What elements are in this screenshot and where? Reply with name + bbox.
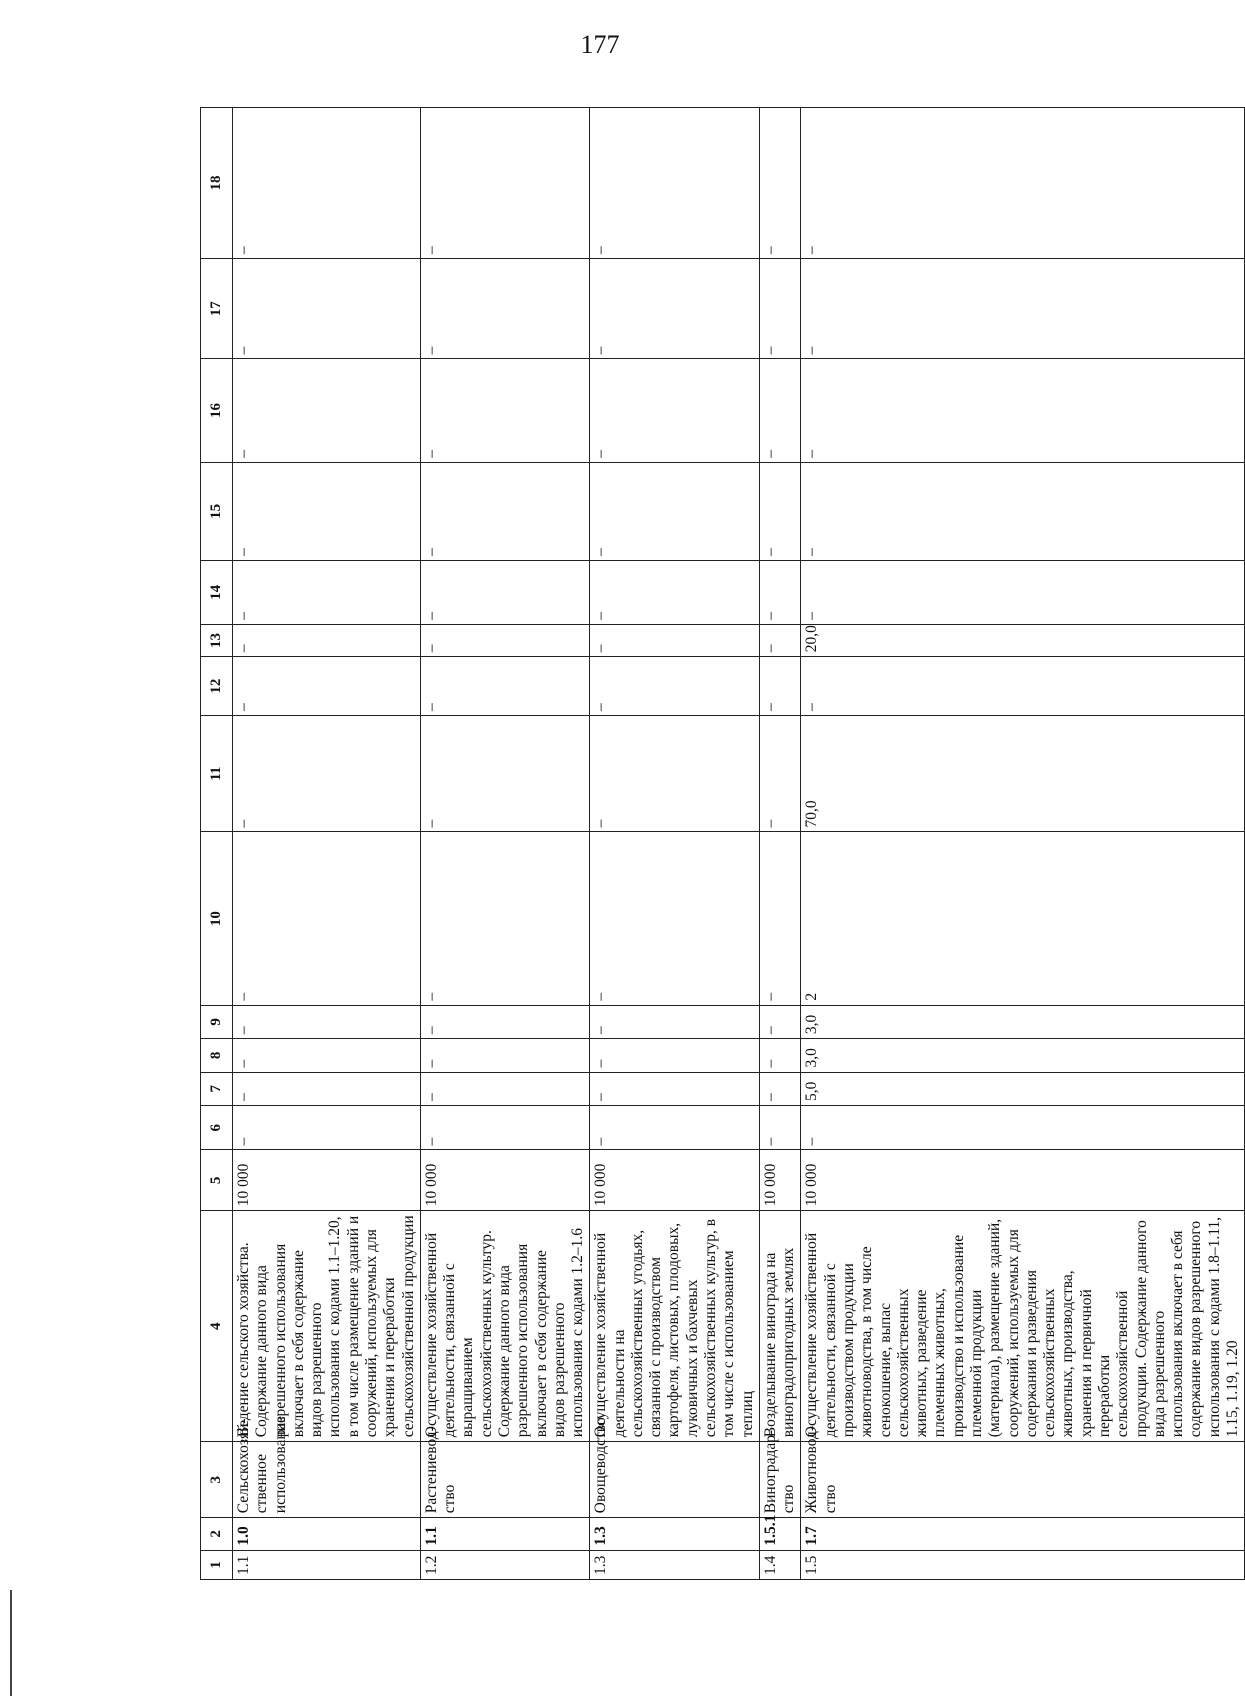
code-cell: 1.3	[590, 1518, 760, 1550]
header-cell: 18	[201, 108, 233, 259]
header-cell: 7	[201, 1072, 233, 1105]
value-cell: –	[759, 1039, 801, 1072]
value-cell: –	[233, 462, 421, 560]
use-description-cell: Возделывание винограда на виноградопригодных землях	[759, 1211, 801, 1442]
value-cell: –	[759, 624, 801, 656]
value-cell: –	[590, 1072, 760, 1105]
use-description-cell: Осуществление хозяйственной деятельности на сельскохозяйственных угодьях, связанной с производством картофеля, листовых, плодовых, луковичных и бахчевых сельскохозяйственных культур, в том числе с использованием теплиц	[590, 1211, 760, 1442]
value-cell: –	[590, 359, 760, 462]
value-cell: –	[801, 462, 1245, 560]
value-cell: –	[801, 108, 1245, 259]
value-cell: –	[759, 715, 801, 832]
value-cell: –	[233, 657, 421, 716]
value-cell: –	[801, 657, 1245, 716]
value-cell: –	[590, 715, 760, 832]
binding-margin-line	[10, 1590, 12, 1696]
header-cell: 13	[201, 624, 233, 656]
use-name-cell: Растениевод-ство	[420, 1442, 590, 1518]
header-cell: 1	[201, 1550, 233, 1579]
value-cell: –	[590, 657, 760, 716]
value-cell: –	[233, 1105, 421, 1150]
value-cell: 10 000	[590, 1150, 760, 1211]
value-cell: –	[233, 259, 421, 359]
table-container	[200, 107, 1241, 1580]
value-cell: –	[590, 462, 760, 560]
code-cell: 1.1	[420, 1518, 590, 1550]
header-cell: 9	[201, 1005, 233, 1038]
value-cell: –	[420, 832, 590, 1005]
value-cell: –	[759, 359, 801, 462]
value-cell: –	[420, 108, 590, 259]
value-cell: –	[801, 359, 1245, 462]
value-cell: –	[420, 624, 590, 656]
value-cell: –	[590, 1105, 760, 1150]
value-cell: –	[759, 1072, 801, 1105]
header-cell: 12	[201, 657, 233, 716]
use-name-cell: Овощеводство	[590, 1442, 760, 1518]
value-cell: –	[233, 108, 421, 259]
code-cell: 1.5.1	[759, 1518, 801, 1550]
header-cell: 4	[201, 1211, 233, 1442]
table-row	[590, 108, 760, 1580]
value-cell: –	[233, 1005, 421, 1038]
value-cell: –	[420, 1039, 590, 1072]
value-cell: –	[420, 1005, 590, 1038]
value-cell: –	[759, 1105, 801, 1150]
value-cell: –	[420, 1105, 590, 1150]
value-cell: –	[801, 560, 1245, 624]
use-description-cell: Осуществление хозяйственной деятельности, связанной с производством продукции животноводства, в том числе сенокошение, выпас сельскохозяйственных животных, разведение племенных животных, производство и использование племенной продукции (материала), размещение зданий, сооружений, используемых для содержания и разведения сельскохозяйственных животных, производства, хранения и первичной переработки сельскохозяйственной продукции. Содержание данного вида разрешенного использования включает в себя содержание видов разрешенного использования с кодами 1.8–1.11, 1.15, 1.19, 1.20	[801, 1211, 1245, 1442]
value-cell: –	[233, 624, 421, 656]
value-cell: –	[759, 259, 801, 359]
header-cell: 17	[201, 259, 233, 359]
value-cell: 10 000	[759, 1150, 801, 1211]
table-row	[801, 108, 1245, 1580]
value-cell: –	[590, 259, 760, 359]
value-cell: –	[759, 832, 801, 1005]
rotated-table-frame	[200, 107, 1241, 1580]
value-cell: –	[420, 560, 590, 624]
value-cell: –	[420, 657, 590, 716]
table-header-row	[201, 108, 233, 1580]
value-cell: –	[590, 560, 760, 624]
value-cell: –	[233, 832, 421, 1005]
row-number-cell: 1.4	[759, 1550, 801, 1579]
value-cell: –	[590, 832, 760, 1005]
value-cell: –	[420, 259, 590, 359]
value-cell: 70,0	[801, 715, 1245, 832]
value-cell: 20,0	[801, 624, 1245, 656]
value-cell: –	[233, 359, 421, 462]
code-cell: 1.7	[801, 1518, 1245, 1550]
value-cell: –	[420, 462, 590, 560]
row-number-cell: 1.5	[801, 1550, 1245, 1579]
row-number-cell: 1.2	[420, 1550, 590, 1579]
use-name-cell: Животновод-ство	[801, 1442, 1245, 1518]
value-cell: –	[233, 560, 421, 624]
value-cell: 2	[801, 832, 1245, 1005]
value-cell: –	[759, 108, 801, 259]
value-cell: –	[233, 715, 421, 832]
code-cell: 1.0	[233, 1518, 421, 1550]
use-name-cell: Виноградар-ство	[759, 1442, 801, 1518]
header-cell: 8	[201, 1039, 233, 1072]
value-cell: –	[590, 1005, 760, 1038]
header-cell: 11	[201, 715, 233, 832]
value-cell: –	[801, 1105, 1245, 1150]
page-number: 177	[580, 30, 620, 59]
table-row	[759, 108, 801, 1580]
value-cell: 10 000	[420, 1150, 590, 1211]
table-row	[420, 108, 590, 1580]
value-cell: 5,0	[801, 1072, 1245, 1105]
value-cell: –	[759, 1005, 801, 1038]
land-use-table	[200, 107, 1245, 1580]
value-cell: –	[590, 624, 760, 656]
header-cell: 14	[201, 560, 233, 624]
value-cell: –	[759, 657, 801, 716]
value-cell: –	[759, 560, 801, 624]
value-cell: –	[590, 1039, 760, 1072]
use-description-cell: Осуществление хозяйственной деятельности, связанной с выращиванием сельскохозяйственных культур. Содержание данного вида разрешенного использования включает в себя содержание видов разрешенного использования с кодами 1.2–1.6	[420, 1211, 590, 1442]
value-cell: 3,0	[801, 1005, 1245, 1038]
header-cell: 16	[201, 359, 233, 462]
header-cell: 10	[201, 832, 233, 1005]
value-cell: –	[420, 715, 590, 832]
value-cell: –	[420, 1072, 590, 1105]
value-cell: –	[420, 359, 590, 462]
use-name-cell: Сельскохозяй-ственное использование	[233, 1442, 421, 1518]
row-number-cell: 1.3	[590, 1550, 760, 1579]
value-cell: 10 000	[233, 1150, 421, 1211]
value-cell: –	[233, 1072, 421, 1105]
header-cell: 2	[201, 1518, 233, 1550]
value-cell: 10 000	[801, 1150, 1245, 1211]
header-cell: 3	[201, 1442, 233, 1518]
value-cell: –	[590, 108, 760, 259]
value-cell: –	[233, 1039, 421, 1072]
header-cell: 15	[201, 462, 233, 560]
table-row	[233, 108, 421, 1580]
header-cell: 6	[201, 1105, 233, 1150]
value-cell: 3,0	[801, 1039, 1245, 1072]
value-cell: –	[801, 259, 1245, 359]
use-description-cell: Ведение сельского хозяйства. Содержание данного вида разрешенного использования включает в себя содержание видов разрешенного использования с кодами 1.1–1.20, в том числе размещение зданий и сооружений, используемых для хранения и переработки сельскохозяйственной продукции	[233, 1211, 421, 1442]
row-number-cell: 1.1	[233, 1550, 421, 1579]
header-cell: 5	[201, 1150, 233, 1211]
value-cell: –	[759, 462, 801, 560]
